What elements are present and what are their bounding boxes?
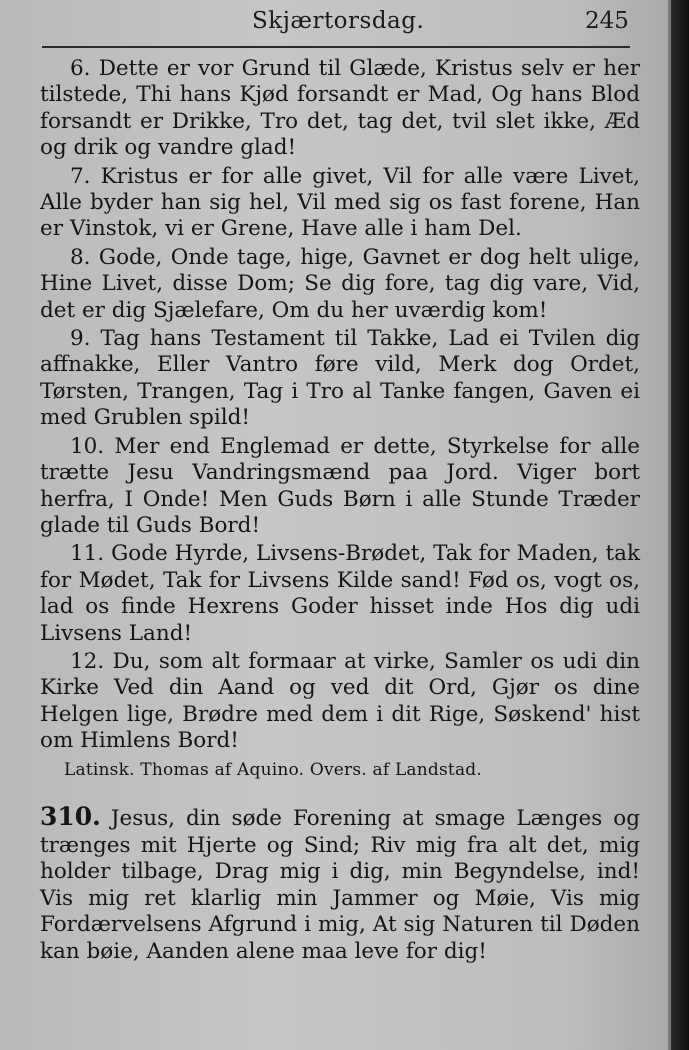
hymn-text: Jesus, din søde Forening at smage Længes og trænges mit Hjerte og Sind; Riv mig fra alt det, mig holder tilbage, Drag mig i dig, min Begyndelse, ind! Vis mig ret klarlig min Jammer og Møie, Vis mig Fordærvelsens Afgrund i mig, At sig Naturen til Døden kan bøie, Aanden alene maa leve for dig! xyxy=(40,806,640,964)
hymn-number: 310. xyxy=(40,802,101,832)
hymn-attribution: Latinsk. Thomas af Aquino. Overs. af Landstad. xyxy=(64,759,482,780)
stanza-12: 12. Du, som alt formaar at virke, Samler os udi din Kirke Ved din Aand og ved dit Ord, Gjør os dine Helgen lige, Brødre med dem i dit Rige, Søskend' hist om Himlens Bord! xyxy=(40,648,640,754)
stanza-9: 9. Tag hans Testament til Takke, Lad ei Tvilen dig affnakke, Eller Vantro føre vild, Merk dog Ordet, Tørsten, Trangen, Tag i Tro al Tanke fangen, Gaven ei med Grublen spild! xyxy=(40,326,640,431)
page-body xyxy=(40,56,640,986)
page-number: 245 xyxy=(585,8,629,34)
header-rule xyxy=(42,46,630,48)
stanza-10: 10. Mer end Englemad er dette, Styrkelse for alle trætte Jesu Vandringsmænd paa Jord. Viger bort herfra, I Onde! Men Guds Børn i alle Stunde Træder glade til Guds Bord! xyxy=(40,433,640,538)
stanza-7: 7. Kristus er for alle givet, Vil for alle være Livet, Alle byder han sig hel, Vil med sig os fast forene, Han er Vinstok, vi er Grene, Have alle i ham Del. xyxy=(40,163,640,242)
stanza-11: 11. Gode Hyrde, Livsens-Brødet, Tak for Maden, tak for Mødet, Tak for Livsens Kilde sand! Fød os, vogt os, lad os finde Hexrens Goder hisset inde Hos dig udi Livsens Land! xyxy=(40,541,640,646)
hymn-310 xyxy=(40,804,640,964)
stanza-6: 6. Dette er vor Grund til Glæde, Kristus selv er her tilstede, Thi hans Kjød forsandt er Mad, Og hans Blod forsandt er Drikke, Tro det, tag det, tvil slet ikke, Æd og drik og vandre glad! xyxy=(40,56,640,161)
running-header-title: Skjærtorsdag. xyxy=(252,8,425,34)
book-edge xyxy=(671,0,689,1050)
stanza-8: 8. Gode, Onde tage, hige, Gavnet er dog helt ulige, Hine Livet, disse Dom; Se dig fore, tag dig vare, Vid, det er dig Sjælefare, Om du her uværdig kom! xyxy=(40,244,640,323)
